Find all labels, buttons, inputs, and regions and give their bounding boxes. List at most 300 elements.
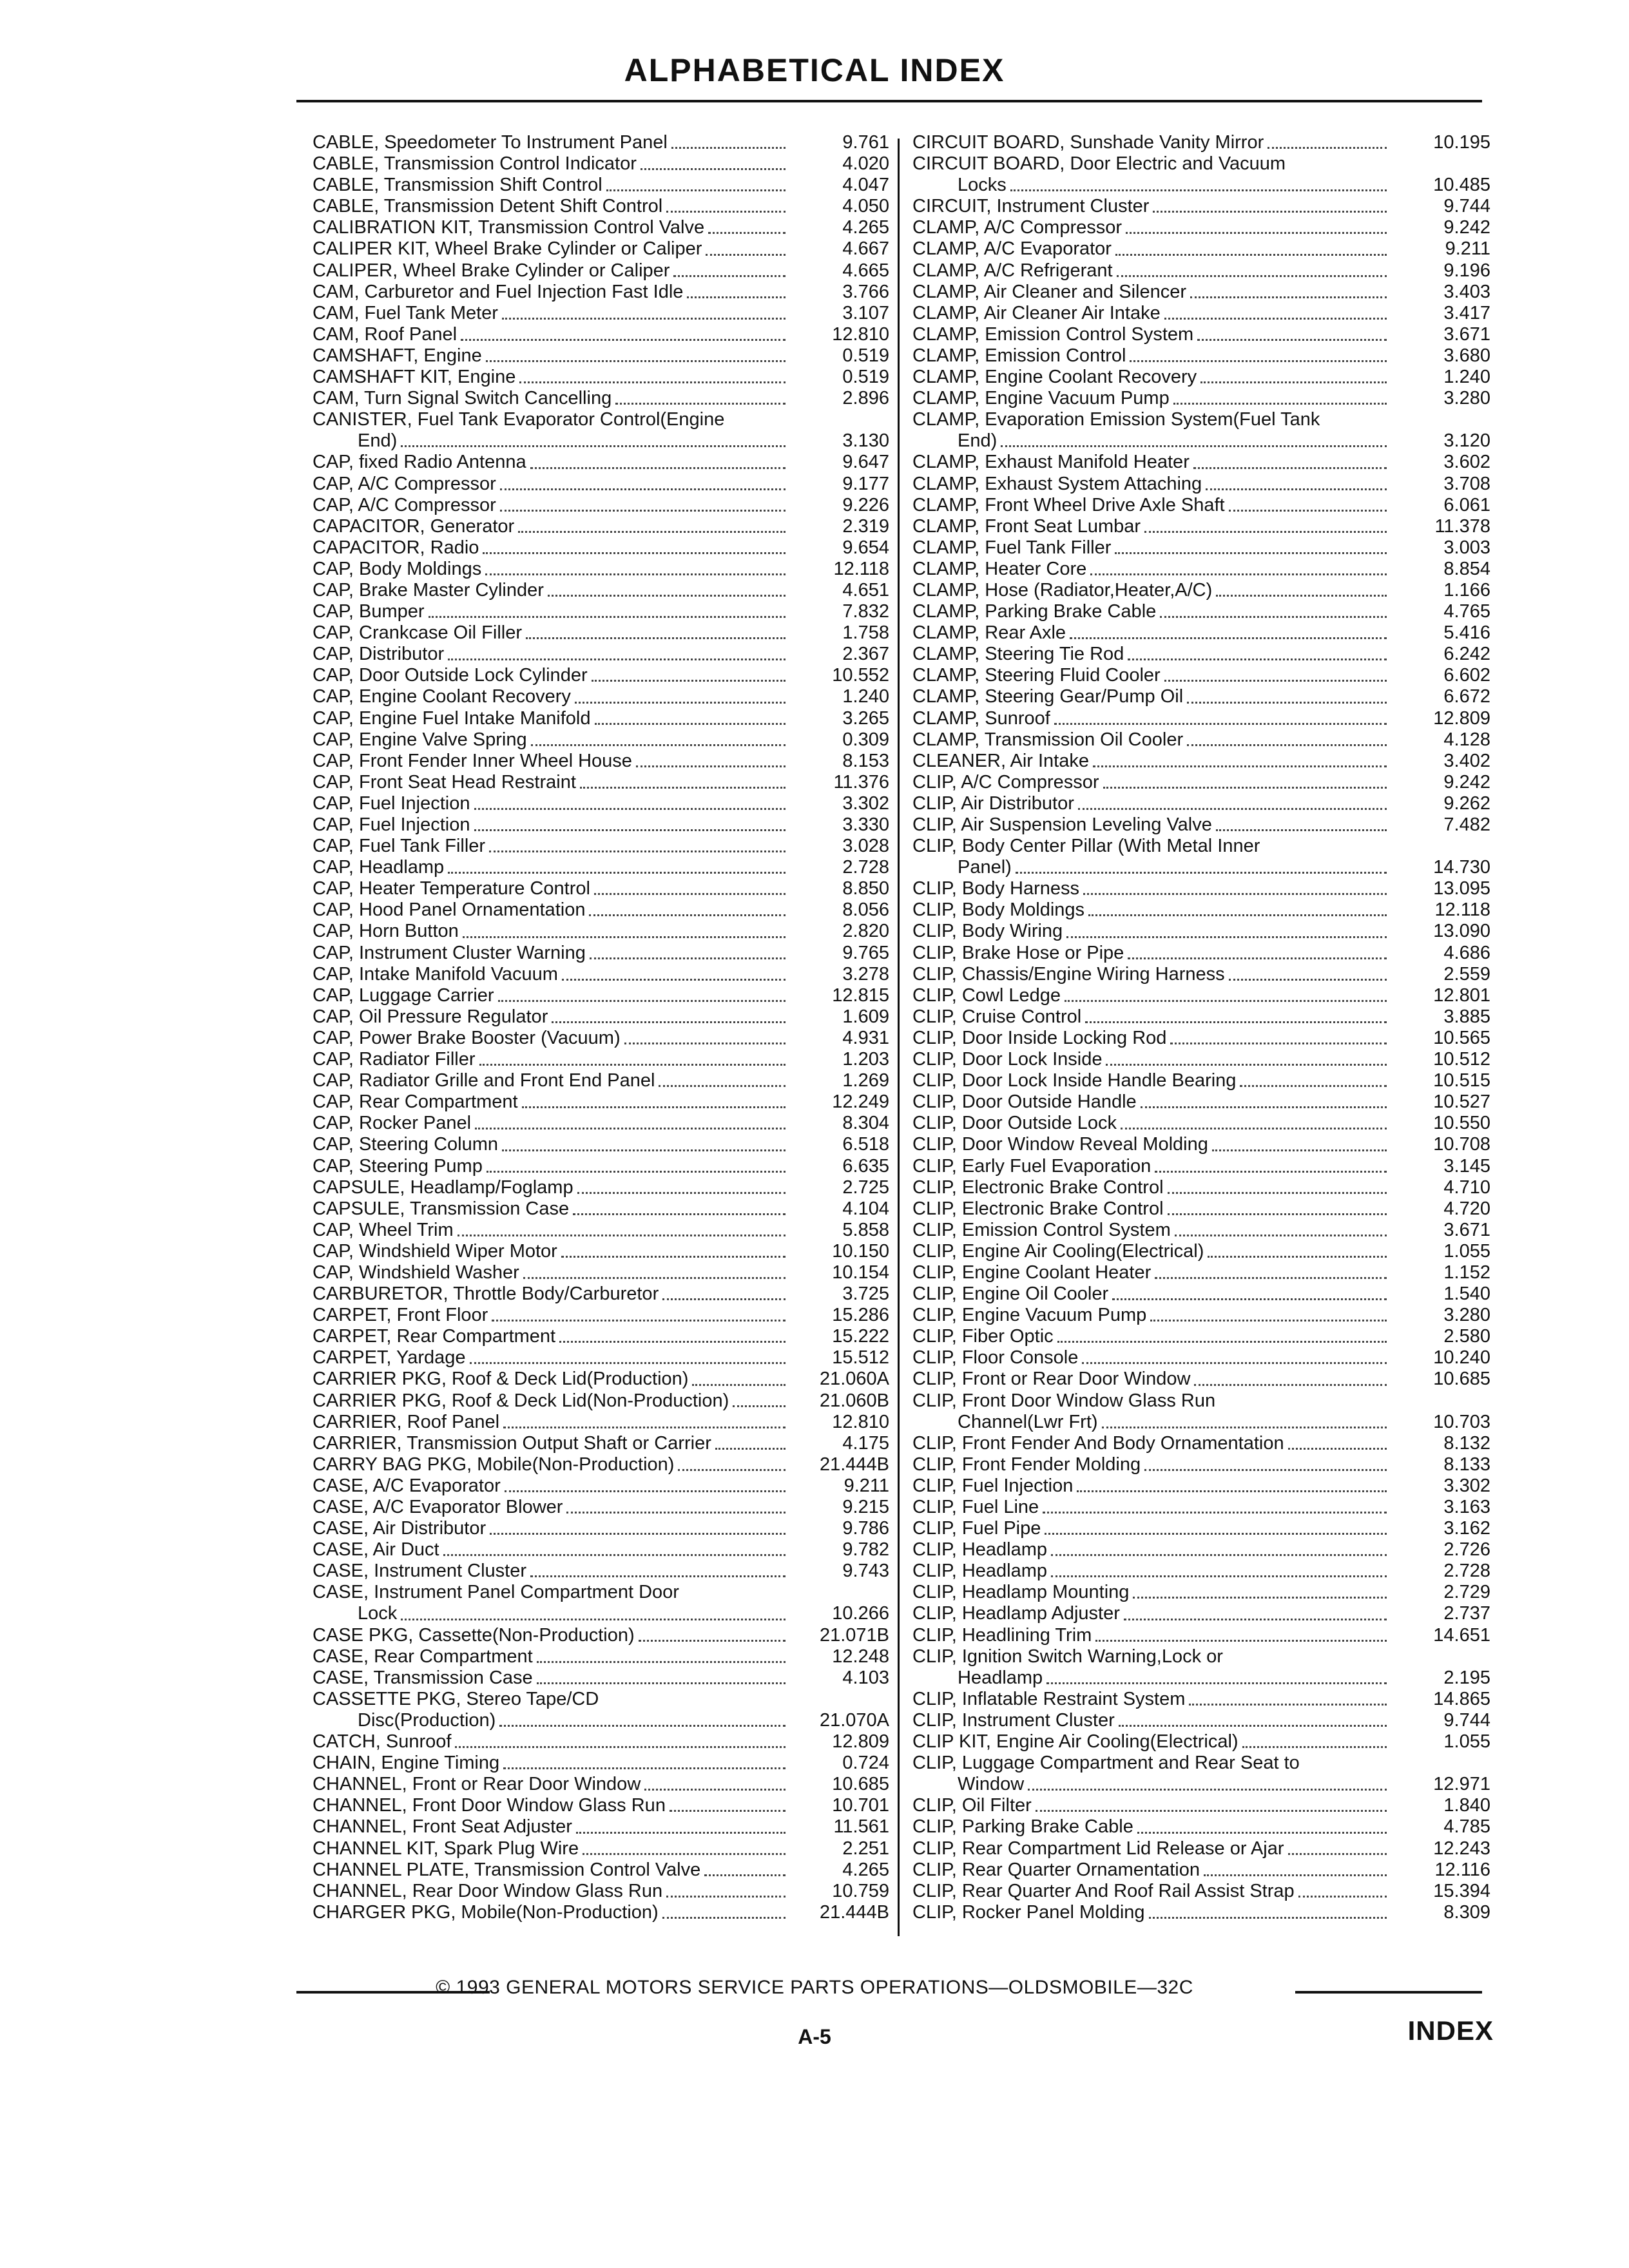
index-entry (313, 1412, 889, 1433)
index-entry (313, 964, 889, 985)
dot-leader (715, 1445, 786, 1450)
index-entry (912, 1198, 1490, 1220)
index-entry (313, 580, 889, 601)
dot-leader (1137, 1829, 1387, 1834)
entry-label: CLIP, Body Center Pillar (With Metal Inner (912, 836, 1260, 857)
entry-page-ref: 4.047 (842, 175, 889, 196)
entry-page-ref: 1.758 (842, 622, 889, 644)
entry-page-ref: 3.708 (1443, 473, 1490, 494)
entry-label: CLIP, Headlining Trim (912, 1624, 1092, 1646)
index-entry (313, 1795, 889, 1816)
index-entry (912, 943, 1490, 964)
dot-leader (401, 1616, 786, 1620)
entry-page-ref: 10.266 (832, 1603, 889, 1624)
index-entry (912, 1860, 1490, 1881)
dot-leader (590, 955, 786, 959)
dot-leader (500, 486, 786, 490)
entry-label: Disc(Production) (358, 1709, 496, 1731)
entry-page-ref: 21.444B (819, 1454, 889, 1475)
dot-leader (624, 1040, 786, 1044)
entry-page-ref: 12.243 (1433, 1838, 1490, 1859)
index-entry (912, 1689, 1490, 1710)
index-entry (912, 1347, 1490, 1369)
dot-leader (455, 1744, 786, 1748)
entry-page-ref: 14.730 (1433, 857, 1490, 878)
entry-label: CHANNEL KIT, Spark Plug Wire (313, 1838, 579, 1859)
index-entry (313, 1710, 889, 1731)
dot-leader (487, 1168, 786, 1173)
entry-page-ref: 2.195 (1443, 1667, 1490, 1688)
index-entry (313, 1156, 889, 1177)
index-entry (912, 238, 1490, 260)
dot-leader (530, 1573, 786, 1577)
index-entry (313, 943, 889, 964)
entry-label: CASE, Instrument Panel Compartment Door (313, 1582, 679, 1603)
index-entry (912, 537, 1490, 559)
dot-leader (502, 1147, 786, 1151)
entry-label: CLIP, Instrument Cluster (912, 1709, 1115, 1731)
dot-leader (443, 1552, 786, 1556)
entry-page-ref: 4.665 (842, 260, 889, 281)
index-entry (313, 1220, 889, 1241)
index-entry (912, 1646, 1490, 1667)
entry-page-ref: 12.971 (1433, 1774, 1490, 1795)
index-entry (313, 1070, 889, 1091)
entry-label: CABLE, Speedometer To Instrument Panel (313, 132, 668, 153)
entry-label: CLIP, Electronic Brake Control (912, 1177, 1164, 1198)
entry-page-ref: 2.728 (842, 857, 889, 878)
entry-page-ref: 5.416 (1443, 622, 1490, 644)
dot-leader (485, 571, 786, 575)
entry-page-ref: 6.242 (1443, 644, 1490, 665)
entry-label: CHANNEL, Front Seat Adjuster (313, 1816, 572, 1838)
entry-page-ref: 11.561 (833, 1816, 889, 1838)
entry-label: CHANNEL PLATE, Transmission Control Valve (313, 1859, 701, 1880)
entry-page-ref: 2.737 (1443, 1603, 1490, 1624)
entry-page-ref: 3.162 (1443, 1518, 1490, 1539)
entry-label: CLIP KIT, Engine Air Cooling(Electrical) (912, 1731, 1239, 1753)
dot-leader (706, 251, 786, 256)
entry-label: CARBURETOR, Throttle Body/Carburetor (313, 1283, 659, 1305)
dot-leader (486, 358, 786, 362)
dot-leader (1016, 869, 1387, 874)
entry-label: CLIP, Ignition Switch Warning,Lock or (912, 1646, 1223, 1667)
index-entry (912, 878, 1490, 899)
index-entry (912, 1795, 1490, 1816)
entry-page-ref: 3.028 (842, 836, 889, 857)
entry-label: CLIP, Door Window Reveal Molding (912, 1134, 1208, 1155)
dot-leader (692, 1381, 786, 1386)
entry-page-ref: 3.602 (1443, 452, 1490, 473)
entry-label: CLIP, Cowl Ledge (912, 985, 1061, 1006)
entry-page-ref: 7.482 (1443, 814, 1490, 835)
dot-leader (1229, 976, 1387, 981)
index-entry (313, 899, 889, 921)
entry-label: CAP, Intake Manifold Vacuum (313, 963, 558, 985)
entry-label: CAP, Radiator Filler (313, 1049, 476, 1070)
entry-page-ref: 15.394 (1433, 1880, 1490, 1901)
entry-label: CLAMP, Emission Control (912, 345, 1126, 366)
entry-page-ref: 15.286 (832, 1305, 889, 1326)
entry-page-ref: 10.485 (1433, 175, 1490, 196)
entry-label: CLAMP, Rear Axle (912, 622, 1066, 644)
dot-leader (1066, 934, 1387, 938)
entry-page-ref: 9.654 (842, 537, 889, 558)
index-entry (313, 1283, 889, 1305)
entry-label: CALIBRATION KIT, Transmission Control Valve (313, 217, 705, 238)
index-entry (313, 878, 889, 899)
dot-leader (1128, 656, 1387, 660)
entry-label: CAP, Rocker Panel (313, 1113, 472, 1134)
entry-page-ref: 9.242 (1443, 217, 1490, 238)
index-entry (313, 303, 889, 324)
entry-label: CLEANER, Air Intake (912, 750, 1089, 771)
entry-label: Headlamp (958, 1667, 1043, 1688)
index-entry (313, 1816, 889, 1838)
dot-leader (659, 1082, 786, 1087)
dot-leader (458, 1232, 786, 1236)
index-entry (313, 665, 889, 686)
index-entry (313, 1881, 889, 1902)
dot-leader (708, 229, 786, 234)
index-entry (313, 282, 889, 303)
entry-label: CLIP, Headlamp Adjuster (912, 1603, 1120, 1624)
entry-label: CASE, Air Distributor (313, 1518, 487, 1539)
entry-page-ref: 12.801 (1433, 985, 1490, 1006)
entry-page-ref: 21.444B (819, 1901, 889, 1923)
index-entry (313, 153, 889, 175)
index-entry (912, 1283, 1490, 1305)
index-entry (912, 1816, 1490, 1838)
dot-leader (1090, 571, 1387, 575)
entry-page-ref: 3.107 (842, 302, 889, 323)
index-entry (313, 1582, 889, 1603)
entry-page-ref: 13.095 (1433, 878, 1490, 899)
dot-leader (573, 1211, 786, 1215)
entry-label: CAP, Crankcase Oil Filler (313, 622, 523, 644)
entry-label: CLIP, Body Moldings (912, 899, 1085, 921)
entry-label: CHANNEL, Front Door Window Glass Run (313, 1795, 666, 1816)
index-entry (313, 1625, 889, 1646)
entry-page-ref: 10.759 (832, 1880, 889, 1901)
index-entry (313, 772, 889, 793)
entry-label: CLIP, Cruise Control (912, 1006, 1082, 1027)
entry-page-ref: 3.278 (842, 963, 889, 985)
dot-leader (1153, 208, 1387, 213)
dot-leader (1119, 1722, 1387, 1727)
entry-page-ref: 2.559 (1443, 963, 1490, 985)
dot-leader (500, 507, 786, 512)
entry-page-ref: 4.175 (842, 1432, 889, 1454)
entry-label: CIRCUIT, Instrument Cluster (912, 196, 1150, 217)
index-entry (313, 985, 889, 1006)
index-entry (313, 686, 889, 707)
entry-page-ref: 0.724 (842, 1753, 889, 1774)
index-entry (912, 474, 1490, 495)
entry-page-ref: 8.850 (842, 878, 889, 899)
entry-page-ref: 4.720 (1443, 1198, 1490, 1219)
entry-page-ref: 7.832 (842, 601, 889, 622)
dot-leader (589, 912, 786, 916)
index-entry (912, 1603, 1490, 1624)
entry-page-ref: 3.302 (1443, 1475, 1490, 1496)
index-entry (313, 1902, 889, 1923)
entry-page-ref: 3.725 (842, 1283, 889, 1305)
entry-page-ref: 10.150 (832, 1240, 889, 1262)
entry-label: CLIP, Fuel Injection (912, 1475, 1074, 1496)
index-entry (912, 559, 1490, 580)
entry-page-ref: 14.651 (1433, 1624, 1490, 1646)
index-entry (912, 836, 1490, 857)
entry-page-ref: 10.240 (1433, 1347, 1490, 1369)
index-entry (313, 793, 889, 814)
dot-leader (1160, 613, 1387, 618)
dot-leader (1115, 550, 1387, 554)
dot-leader (1121, 1125, 1387, 1129)
dot-leader (1149, 1914, 1387, 1919)
entry-page-ref: 10.195 (1433, 132, 1490, 153)
dot-leader (666, 208, 786, 213)
entry-label: CANISTER, Fuel Tank Evaporator Control(Engine (313, 409, 725, 430)
entry-page-ref: 2.725 (842, 1177, 889, 1198)
entry-label: CAP, Windshield Wiper Motor (313, 1240, 557, 1262)
entry-page-ref: 2.896 (842, 388, 889, 409)
entry-label: CLIP, Door Lock Inside Handle Bearing (912, 1070, 1237, 1091)
dot-leader (530, 465, 786, 469)
entry-page-ref: 13.090 (1433, 921, 1490, 942)
entry-label: CAP, Wheel Trim (313, 1219, 454, 1240)
index-entry (313, 751, 889, 772)
entry-label: CLIP, Electronic Brake Control (912, 1198, 1164, 1219)
index-entry (912, 217, 1490, 238)
entry-page-ref: 8.133 (1443, 1454, 1490, 1475)
dot-leader (483, 550, 786, 554)
entry-label: CHAIN, Engine Timing (313, 1753, 500, 1774)
entry-page-ref: 9.215 (842, 1497, 889, 1517)
entry-page-ref: 3.145 (1443, 1155, 1490, 1177)
entry-label: CARRIER, Roof Panel (313, 1411, 500, 1432)
dot-leader (1010, 187, 1387, 191)
index-entry (912, 793, 1490, 814)
index-entry (313, 921, 889, 942)
entry-label: CLIP, Rear Compartment Lid Release or Ajar (912, 1838, 1284, 1859)
index-entry (912, 1091, 1490, 1113)
index-entry (313, 196, 889, 217)
entry-label: CLAMP, Heater Core (912, 558, 1087, 579)
entry-page-ref: 4.265 (842, 1859, 889, 1880)
entry-label: CLIP, Fuel Line (912, 1497, 1039, 1517)
entry-label: CLAMP, Engine Vacuum Pump (912, 388, 1170, 409)
dot-leader (1164, 315, 1387, 320)
dot-leader (522, 1104, 786, 1108)
index-entry (912, 1028, 1490, 1049)
dot-leader (562, 976, 786, 981)
entry-label: CASE, Air Duct (313, 1539, 439, 1561)
page-title: ALPHABETICAL INDEX (624, 52, 1005, 88)
entry-label: CLAMP, Steering Tie Rod (912, 644, 1124, 665)
dot-leader (1082, 1360, 1387, 1364)
index-entry (313, 559, 889, 580)
entry-label: CLAMP, Front Seat Lumbar (912, 515, 1141, 537)
index-entry (912, 1731, 1490, 1753)
entry-page-ref: 10.550 (1433, 1113, 1490, 1134)
dot-leader (537, 1658, 786, 1663)
dot-leader (1046, 1680, 1387, 1684)
entry-page-ref: 12.809 (832, 1731, 889, 1753)
entry-page-ref: 12.810 (832, 323, 889, 345)
entry-page-ref: 2.580 (1443, 1326, 1490, 1347)
entry-label: CLAMP, Fuel Tank Filler (912, 537, 1112, 558)
entry-label: CLIP, Rear Quarter Ornamentation (912, 1859, 1200, 1880)
index-entry (912, 1262, 1490, 1283)
dot-leader (1077, 1488, 1387, 1492)
entry-page-ref: 8.854 (1443, 558, 1490, 579)
dot-leader (1051, 1573, 1387, 1577)
entry-label: CLAMP, Emission Control System (912, 323, 1194, 345)
index-entry (912, 686, 1490, 707)
entry-page-ref: 15.222 (832, 1326, 889, 1347)
entry-page-ref: 4.103 (842, 1667, 889, 1688)
entry-label: CLAMP, A/C Compressor (912, 217, 1123, 238)
entry-page-ref: 0.519 (842, 345, 889, 366)
index-entry (912, 1220, 1490, 1241)
entry-label: CLIP, Front Fender Molding (912, 1454, 1141, 1475)
entry-label: CLIP, Engine Oil Cooler (912, 1283, 1109, 1305)
entry-label: CAMSHAFT KIT, Engine (313, 367, 516, 388)
entry-page-ref: 4.686 (1443, 942, 1490, 963)
dot-leader (1164, 677, 1387, 682)
index-entry (912, 665, 1490, 686)
entry-page-ref: 10.708 (1433, 1134, 1490, 1155)
entry-label: CLIP, Engine Air Cooling(Electrical) (912, 1240, 1204, 1262)
entry-label: CIRCUIT BOARD, Sunshade Vanity Mirror (912, 132, 1264, 153)
entry-label: CLAMP, A/C Evaporator (912, 238, 1112, 260)
entry-page-ref: 2.251 (842, 1838, 889, 1859)
entry-label: CAP, Headlamp (313, 857, 445, 878)
entry-page-ref: 1.840 (1443, 1795, 1490, 1816)
dot-leader (1036, 1807, 1387, 1812)
dot-leader (1115, 251, 1387, 256)
entry-label: CLIP, Fiber Optic (912, 1326, 1054, 1347)
entry-label: CAP, Front Fender Inner Wheel House (313, 750, 632, 771)
entry-page-ref: 3.003 (1443, 537, 1490, 558)
index-entry (313, 516, 889, 537)
dot-leader (1106, 1061, 1387, 1066)
dot-leader (475, 1125, 786, 1129)
dot-leader (518, 528, 786, 533)
entry-page-ref: 9.211 (843, 1475, 889, 1496)
index-entry (313, 474, 889, 495)
entry-label: CLIP, Parking Brake Cable (912, 1816, 1133, 1838)
index-entry (313, 1774, 889, 1795)
index-entry (313, 388, 889, 409)
entry-label: CLIP, Rocker Panel Molding (912, 1901, 1145, 1923)
index-entry (912, 1518, 1490, 1539)
entry-page-ref: 10.565 (1433, 1027, 1490, 1048)
index-entry (912, 324, 1490, 345)
dot-leader (1204, 1872, 1387, 1876)
entry-page-ref: 21.060B (819, 1390, 889, 1411)
entry-label: CLIP, Early Fuel Evaporation (912, 1155, 1152, 1177)
index-entry (912, 1305, 1490, 1326)
dot-leader (636, 763, 786, 767)
entry-label: CAP, Steering Pump (313, 1155, 483, 1177)
index-entry (313, 1603, 889, 1624)
entry-page-ref: 9.242 (1443, 771, 1490, 793)
footer-copyright: © 1993 GENERAL MOTORS SERVICE PARTS OPERATIONS—OLDSMOBILE—32C (436, 1977, 1193, 1998)
dot-leader (470, 1360, 786, 1364)
entry-label: CAM, Turn Signal Switch Cancelling (313, 388, 612, 409)
entry-label: CLIP, Body Wiring (912, 921, 1063, 942)
entry-label: CAP, Oil Pressure Regulator (313, 1006, 548, 1027)
dot-leader (1168, 1189, 1387, 1194)
index-entry (912, 1667, 1490, 1689)
index-entry (313, 1646, 889, 1667)
index-entry (912, 857, 1490, 878)
entry-label: CAP, Front Seat Head Restraint (313, 771, 576, 793)
dot-leader (548, 592, 786, 597)
entry-label: CALIPER KIT, Wheel Brake Cylinder or Caliper (313, 238, 702, 260)
entry-label: CARRY BAG PKG, Mobile(Non-Production) (313, 1454, 675, 1475)
entry-label: CAP, Windshield Washer (313, 1262, 519, 1283)
entry-page-ref: 3.120 (1443, 430, 1490, 452)
entry-label: CAP, Heater Temperature Control (313, 878, 590, 899)
index-entry (313, 644, 889, 665)
entry-page-ref: 4.020 (842, 153, 889, 175)
entry-label: CLAMP, Air Cleaner and Silencer (912, 281, 1187, 302)
index-entry (313, 814, 889, 836)
entry-label: CLIP, Air Suspension Leveling Valve (912, 814, 1212, 835)
index-entry (313, 1091, 889, 1113)
index-entry (912, 729, 1490, 751)
entry-label: CAM, Carburetor and Fuel Injection Fast Idle (313, 281, 684, 302)
dot-leader (523, 1274, 786, 1279)
entry-page-ref: 12.810 (832, 1411, 889, 1432)
entry-page-ref: 10.512 (1433, 1049, 1490, 1070)
entry-page-ref: 14.865 (1433, 1688, 1490, 1709)
entry-label: CLIP, Engine Vacuum Pump (912, 1305, 1147, 1326)
entry-label: CLIP, Chassis/Engine Wiring Harness (912, 963, 1225, 985)
index-entry (313, 495, 889, 516)
entry-page-ref: 1.269 (842, 1070, 889, 1091)
index-entry (912, 1113, 1490, 1134)
entry-page-ref: 12.248 (832, 1646, 889, 1667)
entry-page-ref: 9.177 (842, 473, 889, 494)
entry-page-ref: 2.319 (842, 515, 889, 537)
entry-page-ref: 3.302 (842, 793, 889, 814)
index-entry (912, 303, 1490, 324)
entry-page-ref: 10.701 (832, 1795, 889, 1816)
dot-leader (1124, 1616, 1387, 1620)
dot-leader (1144, 1466, 1387, 1471)
dot-leader (1054, 720, 1387, 725)
dot-leader (531, 742, 786, 746)
entry-label: CAP, Bumper (313, 601, 425, 622)
index-entry (912, 985, 1490, 1006)
entry-label: Locks (958, 175, 1007, 196)
entry-label: CHANNEL, Rear Door Window Glass Run (313, 1880, 663, 1901)
dot-leader (615, 400, 786, 405)
entry-label: CAP, Distributor (313, 644, 445, 665)
dot-leader (733, 1403, 786, 1407)
entry-label: CAP, Instrument Cluster Warning (313, 942, 586, 963)
dot-leader (1242, 1744, 1387, 1748)
entry-label: CAP, Luggage Carrier (313, 985, 494, 1006)
index-entry (313, 1497, 889, 1518)
dot-leader (641, 166, 786, 170)
dot-leader (687, 294, 786, 298)
dot-leader (1103, 784, 1387, 789)
